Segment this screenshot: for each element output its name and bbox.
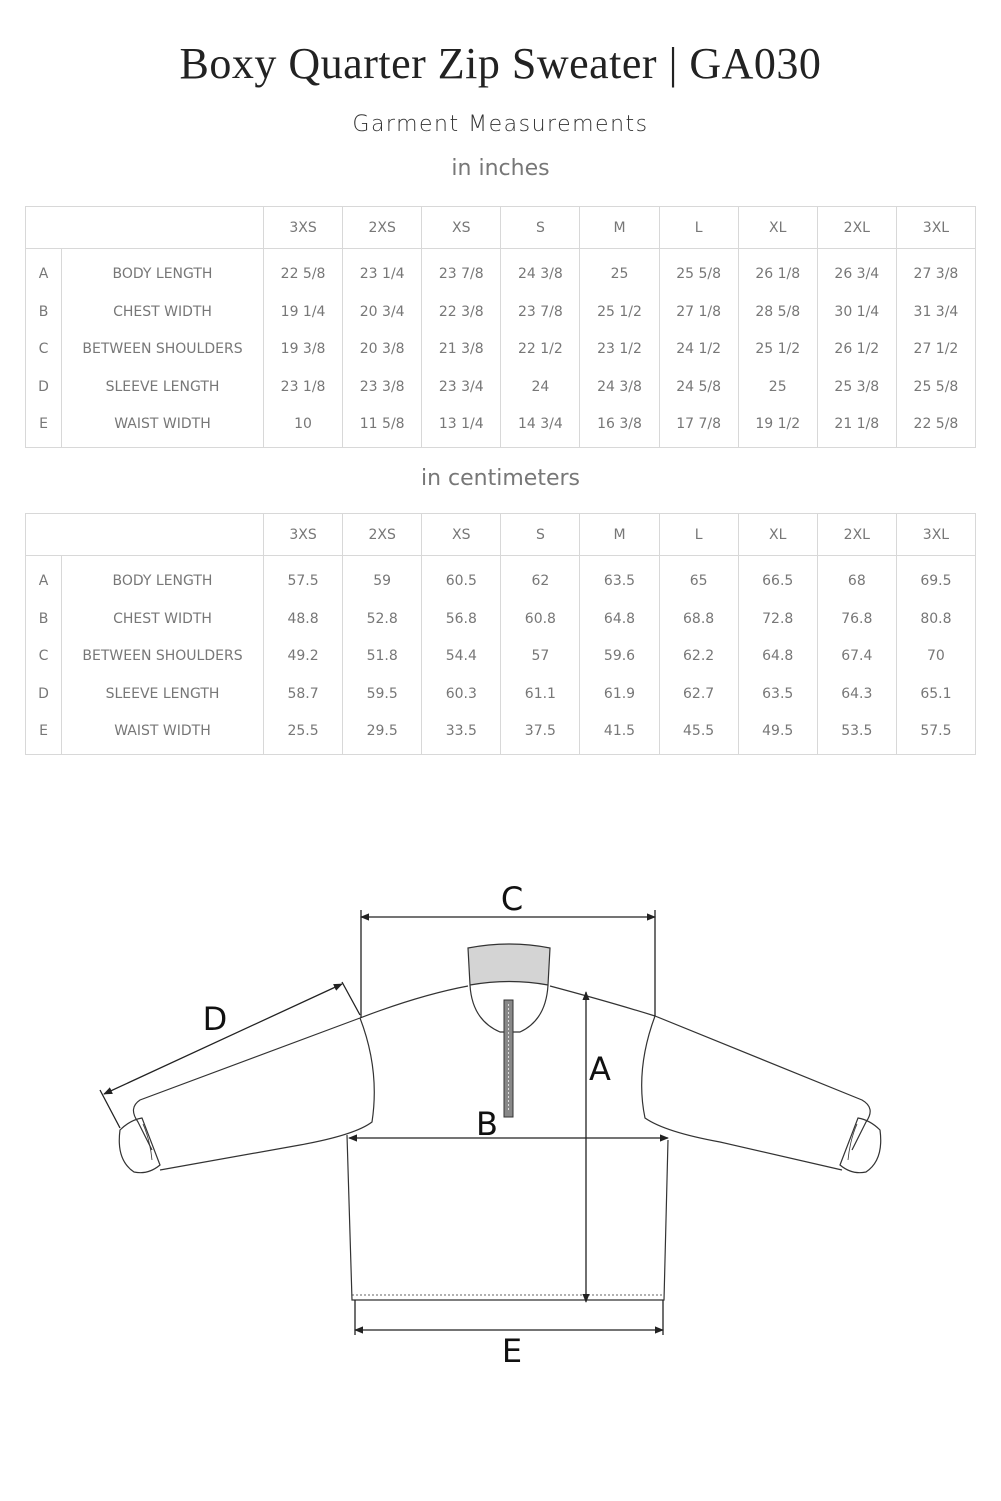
measurement-value: 23 1/4	[343, 249, 422, 294]
measurement-value: 22 3/8	[422, 293, 501, 331]
measurement-value: 24 3/8	[501, 249, 580, 294]
size-header: XS	[422, 207, 501, 249]
centimeters-table	[25, 513, 976, 755]
header-row	[26, 514, 976, 556]
inches-caption: in inches	[451, 156, 550, 181]
measurement-value: 67.4	[817, 638, 896, 676]
centimeters-caption: in centimeters	[421, 466, 580, 491]
label-a: A	[589, 1050, 611, 1088]
row-letter: A	[38, 266, 49, 282]
page-title: Boxy Quarter Zip Sweater | GA030	[179, 39, 822, 88]
measurement-value: 23 3/8	[343, 368, 422, 406]
size-header: L	[659, 207, 738, 249]
measurement-value: 25 5/8	[896, 368, 975, 406]
size-header: 3XL	[896, 514, 975, 556]
measurement-value: 14 3/4	[501, 406, 580, 448]
measurement-value: 59.5	[343, 675, 422, 713]
measurement-value: 26 1/2	[817, 331, 896, 369]
measurement-name: BETWEEN SHOULDERS	[62, 331, 264, 369]
size-header: 2XL	[817, 207, 896, 249]
measurement-value: 23 1/2	[580, 331, 659, 369]
measurement-value: 56.8	[422, 600, 501, 638]
measurement-name: BETWEEN SHOULDERS	[62, 638, 264, 676]
measurement-value: 49.5	[738, 713, 817, 755]
measurement-value: 41.5	[580, 713, 659, 755]
table-row	[26, 249, 976, 294]
measurement-name: BODY LENGTH	[62, 556, 264, 601]
table-row	[26, 675, 976, 713]
measurement-value: 58.7	[264, 675, 343, 713]
table-row	[26, 600, 976, 638]
measurement-value: 59	[343, 556, 422, 601]
measurement-value: 21 3/8	[422, 331, 501, 369]
measurement-value: 65	[659, 556, 738, 601]
row-letter: D	[38, 685, 49, 702]
measurement-value: 27 1/2	[896, 331, 975, 369]
label-c: C	[500, 880, 524, 918]
garment-diagram	[0, 860, 1001, 1400]
measurement-value: 59.6	[580, 638, 659, 676]
measurement-value: 22 5/8	[264, 249, 343, 294]
measurement-value: 57	[501, 638, 580, 676]
size-header: 2XS	[343, 207, 422, 249]
header-blank	[26, 514, 264, 556]
page-subtitle: Garment Measurements	[352, 112, 649, 137]
measurement-value: 19 1/2	[738, 406, 817, 448]
measurement-value: 25	[738, 368, 817, 406]
measurement-value: 49.2	[264, 638, 343, 676]
table-row	[26, 713, 976, 755]
measurement-value: 26 3/4	[817, 249, 896, 294]
measurement-value: 76.8	[817, 600, 896, 638]
header-row	[26, 207, 976, 249]
measurement-value: 57.5	[896, 713, 975, 755]
measurement-value: 62	[501, 556, 580, 601]
measurement-value: 60.3	[422, 675, 501, 713]
sweater-outline	[119, 986, 880, 1300]
measurement-value: 63.5	[738, 675, 817, 713]
size-header: L	[659, 514, 738, 556]
collar	[468, 944, 550, 1117]
measurement-value: 24 3/8	[580, 368, 659, 406]
measurement-value: 13 1/4	[422, 406, 501, 448]
row-letter: C	[38, 648, 49, 665]
measurement-value: 11 5/8	[343, 406, 422, 448]
measurement-value: 61.1	[501, 675, 580, 713]
measurement-value: 25 1/2	[580, 293, 659, 331]
table-row	[26, 293, 976, 331]
measure-lines	[100, 910, 668, 1335]
row-letter: A	[38, 573, 49, 589]
measurement-name: CHEST WIDTH	[62, 600, 264, 638]
measurement-value: 72.8	[738, 600, 817, 638]
measurement-value: 68	[817, 556, 896, 601]
measurement-value: 23 1/8	[264, 368, 343, 406]
measurement-value: 69.5	[896, 556, 975, 601]
measurement-value: 53.5	[817, 713, 896, 755]
measurement-value: 26 1/8	[738, 249, 817, 294]
measurement-value: 27 3/8	[896, 249, 975, 294]
measurement-value: 66.5	[738, 556, 817, 601]
measurement-value: 19 3/8	[264, 331, 343, 369]
measurement-value: 24	[501, 368, 580, 406]
measurement-value: 70	[896, 638, 975, 676]
row-letter: D	[38, 378, 49, 395]
size-header: 3XL	[896, 207, 975, 249]
measurement-value: 80.8	[896, 600, 975, 638]
row-letter: B	[38, 610, 49, 627]
table-row	[26, 368, 976, 406]
measurement-value: 10	[264, 406, 343, 448]
measurement-value: 52.8	[343, 600, 422, 638]
measurement-value: 28 5/8	[738, 293, 817, 331]
size-header: 2XL	[817, 514, 896, 556]
label-b: B	[476, 1105, 498, 1143]
measurement-value: 20 3/8	[343, 331, 422, 369]
size-header: S	[501, 514, 580, 556]
measurement-value: 60.8	[501, 600, 580, 638]
table-row	[26, 406, 976, 448]
measurement-value: 24 1/2	[659, 331, 738, 369]
measurement-value: 37.5	[501, 713, 580, 755]
measurement-value: 62.2	[659, 638, 738, 676]
measurement-value: 64.8	[738, 638, 817, 676]
size-header: M	[580, 207, 659, 249]
table-row	[26, 331, 976, 369]
measurement-value: 48.8	[264, 600, 343, 638]
row-letter: E	[39, 416, 48, 433]
measurement-value: 65.1	[896, 675, 975, 713]
measurement-value: 64.8	[580, 600, 659, 638]
row-letter: E	[39, 723, 48, 740]
measurement-value: 25	[580, 249, 659, 294]
measurement-value: 57.5	[264, 556, 343, 601]
measurement-value: 21 1/8	[817, 406, 896, 448]
measurement-value: 62.7	[659, 675, 738, 713]
measurement-value: 29.5	[343, 713, 422, 755]
size-header: XL	[738, 207, 817, 249]
size-header: XL	[738, 514, 817, 556]
measurement-value: 22 5/8	[896, 406, 975, 448]
measurement-value: 54.4	[422, 638, 501, 676]
measurement-name: SLEEVE LENGTH	[62, 675, 264, 713]
table-row	[26, 556, 976, 601]
measurement-value: 30 1/4	[817, 293, 896, 331]
measurement-value: 63.5	[580, 556, 659, 601]
measurement-value: 27 1/8	[659, 293, 738, 331]
measurement-name: BODY LENGTH	[62, 249, 264, 294]
measurement-value: 33.5	[422, 713, 501, 755]
size-header: 3XS	[264, 207, 343, 249]
measurement-value: 16 3/8	[580, 406, 659, 448]
row-letter: B	[38, 303, 49, 320]
measurement-value: 24 5/8	[659, 368, 738, 406]
measurement-value: 31 3/4	[896, 293, 975, 331]
measurement-value: 60.5	[422, 556, 501, 601]
measurement-value: 23 7/8	[501, 293, 580, 331]
measurement-value: 23 7/8	[422, 249, 501, 294]
measurement-name: WAIST WIDTH	[62, 406, 264, 448]
size-header: XS	[422, 514, 501, 556]
measurement-value: 68.8	[659, 600, 738, 638]
table-row	[26, 638, 976, 676]
measurement-value: 23 3/4	[422, 368, 501, 406]
measurement-value: 20 3/4	[343, 293, 422, 331]
measurement-name: CHEST WIDTH	[62, 293, 264, 331]
measurement-value: 25 3/8	[817, 368, 896, 406]
size-header: 3XS	[264, 514, 343, 556]
size-header: M	[580, 514, 659, 556]
row-letter: C	[38, 341, 49, 358]
measurement-value: 61.9	[580, 675, 659, 713]
measurement-value: 25 5/8	[659, 249, 738, 294]
size-header: S	[501, 207, 580, 249]
measurement-value: 22 1/2	[501, 331, 580, 369]
measurement-value: 25 1/2	[738, 331, 817, 369]
measurement-value: 19 1/4	[264, 293, 343, 331]
header-blank	[26, 207, 264, 249]
measurement-value: 64.3	[817, 675, 896, 713]
inches-table	[25, 206, 976, 448]
measurement-value: 17 7/8	[659, 406, 738, 448]
measurement-name: SLEEVE LENGTH	[62, 368, 264, 406]
size-header: 2XS	[343, 514, 422, 556]
measurement-name: WAIST WIDTH	[62, 713, 264, 755]
label-d: D	[202, 1000, 228, 1038]
measurement-value: 51.8	[343, 638, 422, 676]
label-e: E	[501, 1332, 523, 1370]
measurement-value: 45.5	[659, 713, 738, 755]
measurement-value: 25.5	[264, 713, 343, 755]
